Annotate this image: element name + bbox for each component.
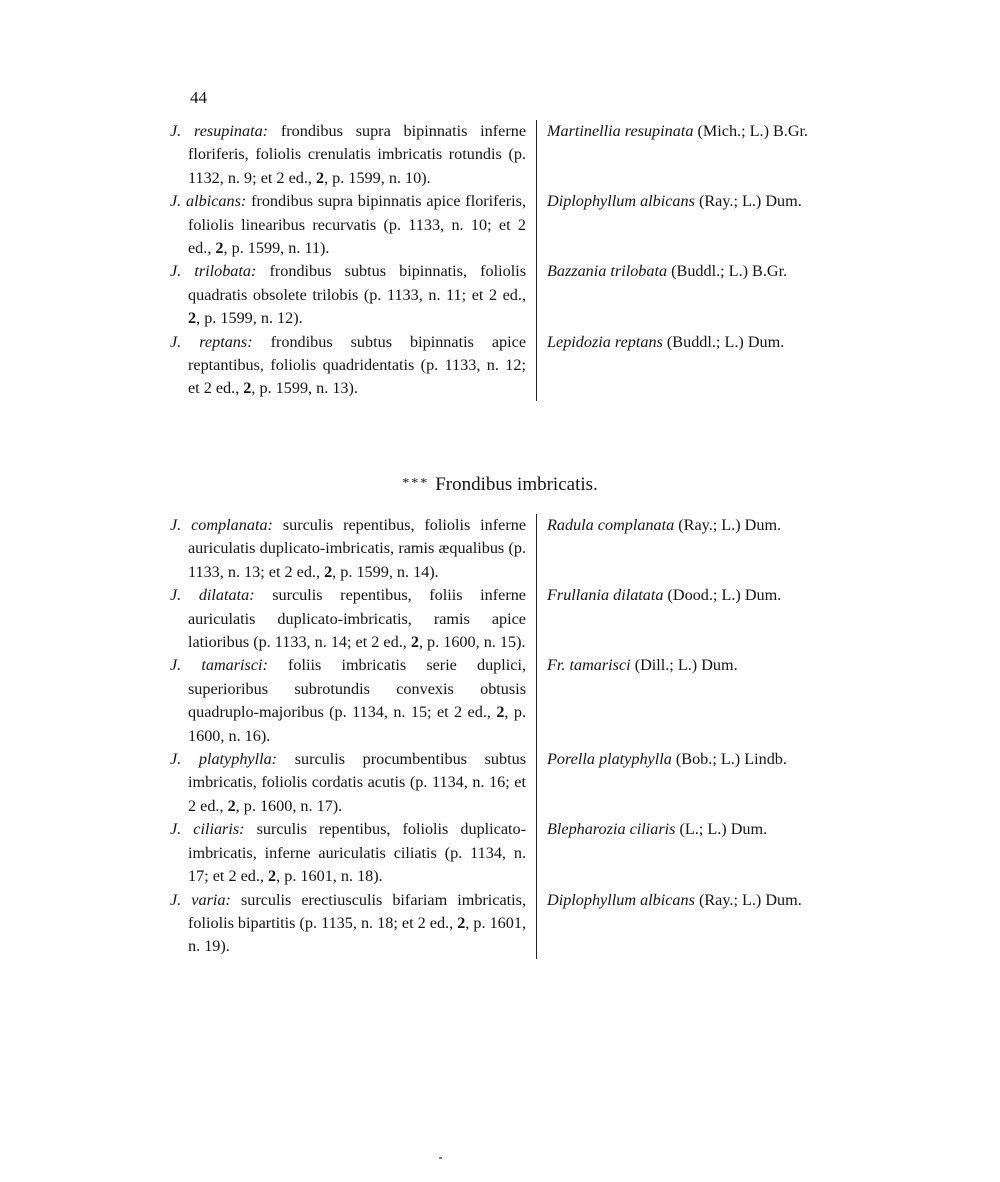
synonym-name: Frullania dilatata (547, 586, 664, 605)
entry-row (170, 584, 850, 654)
description-tail: , p. 1599, n. 14). (332, 562, 439, 581)
description-tail: , p. 1601, n. 18). (276, 867, 383, 886)
entry-synonym (547, 748, 850, 771)
column-divider (536, 260, 537, 330)
species-name: J. platyphylla: (170, 750, 278, 769)
synonym-authority: (L.; L.) Dum. (679, 820, 768, 839)
heading-text: Frondibus imbricatis. (435, 474, 598, 495)
entry-description (170, 190, 528, 260)
species-name: J. ciliaris: (170, 820, 245, 839)
description-tail: , p. 1599, n. 10). (324, 168, 431, 187)
entry-synonym (547, 260, 850, 283)
species-name: J. reptans: (170, 332, 253, 351)
column-divider (536, 889, 537, 959)
entry-row (170, 889, 850, 959)
entry-row (170, 818, 850, 888)
species-name: J. trilobata: (170, 262, 257, 281)
synonym-authority: (Ray.; L.) Dum. (678, 516, 782, 534)
entry-row (170, 748, 850, 818)
entry-row (170, 120, 850, 190)
description-tail: , p. 1599, n. 11). (223, 239, 330, 258)
volume-number: 2 (188, 309, 197, 328)
description-text: frondibus supra bipinnatis inferne floriferis, foliolis crenulatis imbricatis rotundis (p. 1132, n. 9; et 2 ed., (188, 122, 527, 187)
synonym-name: Porella platyphylla (547, 750, 672, 769)
entry-description (170, 584, 528, 654)
synonym-name: Blepharozia ciliaris (547, 820, 676, 839)
description-tail: , p. 1600, n. 15). (418, 633, 526, 652)
species-name: J. tamarisci: (170, 656, 268, 675)
entry-description (170, 120, 528, 190)
column-divider (536, 190, 537, 260)
page-number: 44 (190, 88, 207, 107)
synonym-authority: (Ray.; L.) Dum. (698, 192, 802, 211)
entry-row (170, 331, 850, 401)
description-text: surculis repentibus, foliis inferne auriculatis duplicato-imbricatis, ramis apice latioribus (p. 1133, n. 14; et 2 ed., (188, 586, 526, 652)
entry-row (170, 190, 850, 260)
synonym-name: Bazzania trilobata (547, 262, 668, 281)
entry-row (170, 260, 850, 330)
column-divider (536, 654, 537, 748)
column-divider (536, 120, 537, 190)
column-divider (536, 818, 537, 888)
description-text: frondibus supra bipinnatis apice floriferis, foliolis linearibus recurvatis (p. 1133, n. 10; et 2 ed., (188, 192, 526, 258)
synonym-authority: (Dood.; L.) Dum. (667, 586, 782, 605)
species-name: J. varia: (170, 890, 231, 909)
column-divider (536, 514, 537, 584)
description-text: frondibus subtus bipinnatis apice reptantibus, foliolis quadridentatis (p. 1133, n. 12; et 2 ed., (188, 332, 527, 398)
species-name: J. dilatata: (170, 586, 255, 605)
species-name: J. albicans: (170, 192, 247, 211)
synonym-name: Fr. tamarisci (547, 656, 631, 675)
volume-number: 2 (324, 562, 333, 581)
page-speck (439, 1157, 442, 1159)
volume-number: 2 (268, 867, 277, 886)
column-divider (536, 331, 537, 401)
synonym-authority: (Dill.; L.) Dum. (634, 656, 738, 675)
entry-description (170, 260, 528, 330)
volume-number: 2 (496, 703, 505, 722)
synonym-authority: (Buddl.; L.) Dum. (666, 332, 785, 351)
synonym-name: Diplophyllum albicans (547, 192, 695, 211)
volume-number: 2 (215, 239, 224, 258)
description-text: foliis imbricatis serie duplici, superioribus subrotundis convexis obtusis quadruplo-majoribus (p. 1134, n. 15; et 2 ed., (188, 656, 527, 722)
description-tail: , p. 1599, n. 12). (196, 309, 303, 328)
description-tail: , p. 1599, n. 13). (251, 379, 358, 398)
entry-synonym (547, 331, 850, 354)
description-text: surculis repentibus, foliolis inferne auriculatis duplicato-imbricatis, ramis æqualibus (p. 1133, n. 13; et 2 ed., (188, 516, 526, 581)
synonym-name: Diplophyllum albicans (547, 890, 695, 909)
synonym-authority: (Bob.; L.) Lindb. (675, 750, 787, 769)
entry-synonym (547, 584, 850, 607)
section-heading (0, 474, 1000, 496)
description-text: surculis erectiusculis bifariam imbricatis, foliolis bipartitis (p. 1135, n. 18; et 2 ed., (188, 890, 527, 932)
synonym-name: Martinellia resupinata (547, 122, 694, 140)
description-tail: , p. 1600, n. 16). (188, 703, 527, 745)
volume-number: 2 (315, 168, 325, 187)
volume-number: 2 (457, 913, 466, 932)
entry-synonym (547, 654, 850, 677)
entry-synonym (547, 889, 850, 912)
synonym-name: Lepidozia reptans (547, 332, 663, 351)
synonym-authority: (Ray.; L.) Dum. (698, 890, 802, 909)
heading-asterisks: *** (402, 476, 430, 491)
entry-synonym (547, 120, 850, 143)
synonym-name: Radula complanata (547, 516, 675, 534)
species-name: J. resupinata: (170, 122, 269, 140)
volume-number: 2 (410, 633, 419, 652)
entry-description (170, 654, 528, 748)
entry-description (170, 331, 528, 401)
entry-description (170, 889, 528, 959)
description-text: surculis procumbentibus subtus imbricatis, foliolis cordatis acutis (p. 1134, n. 16; et 2 ed., (188, 750, 526, 815)
description-text: surculis repentibus, foliolis duplicato-imbricatis, inferne auriculatis ciliatis (p. 1134, n. 17; et 2 ed., (188, 820, 527, 886)
synonym-authority: (Buddl.; L.) B.Gr. (671, 262, 788, 281)
section-frondibus-imbricatis (170, 514, 850, 959)
entry-description (170, 818, 528, 888)
description-tail: , p. 1600, n. 17). (235, 796, 343, 815)
entry-row (170, 514, 850, 584)
column-divider (536, 584, 537, 654)
entry-synonym (547, 514, 850, 537)
volume-number: 2 (227, 796, 236, 815)
section-frondibus-bipinnatis (170, 120, 850, 401)
description-tail: , p. 1601, n. 19). (188, 913, 527, 956)
entry-row (170, 654, 850, 748)
species-name: J. complanata: (170, 516, 273, 534)
volume-number: 2 (243, 379, 252, 398)
synonym-authority: (Mich.; L.) B.Gr. (697, 122, 809, 140)
column-divider (536, 748, 537, 818)
entry-description (170, 514, 528, 584)
entry-description (170, 748, 528, 818)
description-text: frondibus subtus bipinnatis, foliolis quadratis obsolete trilobis (p. 1133, n. 11; et 2 ed., (188, 262, 526, 304)
entry-synonym (547, 190, 850, 213)
entry-synonym (547, 818, 850, 841)
